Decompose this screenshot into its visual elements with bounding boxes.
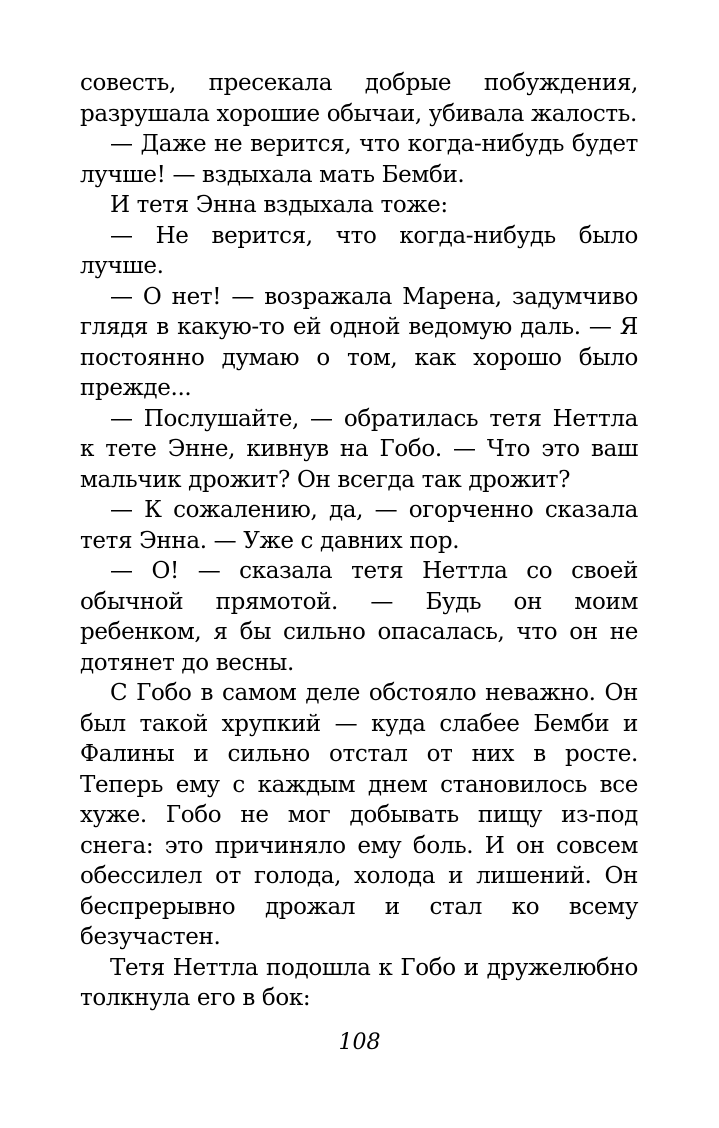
paragraph: — Не верится, что когда-нибудь было лучше. (80, 222, 638, 279)
paragraph: — О нет! — возражала Марена, задумчиво глядя в какую-то ей одной ведомую даль. — Я постоянно думаю о том, как хорошо было прежде... (80, 283, 638, 401)
page-number: 108 (338, 1030, 381, 1055)
paragraph: Тетя Неттла подошла к Гобо и дружелюбно толкнула его в бок: (80, 954, 638, 1011)
paragraph: — К сожалению, да, — огорченно сказала тетя Энна. — Уже с давних пор. (80, 497, 638, 554)
paragraph: И тетя Энна вздыхала тоже: (110, 192, 448, 218)
page-text (80, 68, 638, 1014)
paragraph: — О! — сказала тетя Неттла со своей обычной прямотой. — Будь он моим ребенком, я бы сильно опасалась, что он не дотянет до весны. (80, 558, 638, 676)
paragraph: — Послушайте, — обратилась тетя Неттла к тете Энне, кивнув на Гобо. — Что это ваш мальчик дрожит? Он всегда так дрожит? (80, 405, 638, 493)
paragraph: совесть, пресекала добрые побуждения, разрушала хорошие обычаи, убивала жалость. (80, 70, 638, 127)
paragraph: — Даже не верится, что когда-нибудь будет лучше! — вздыхала мать Бемби. (80, 131, 638, 188)
paragraph: С Гобо в самом деле обстояло неважно. Он был такой хрупкий — куда слабее Бемби и Фалины и сильно отстал от них в росте. Теперь ему с каждым днем становилось все хуже. Гобо не мог добывать пищу из-под снега: это причиняло ему боль. И он совсем обессилел от голода, холода и лишений. Он беспрерывно дрожал и стал ко всему безучастен. (80, 680, 638, 950)
